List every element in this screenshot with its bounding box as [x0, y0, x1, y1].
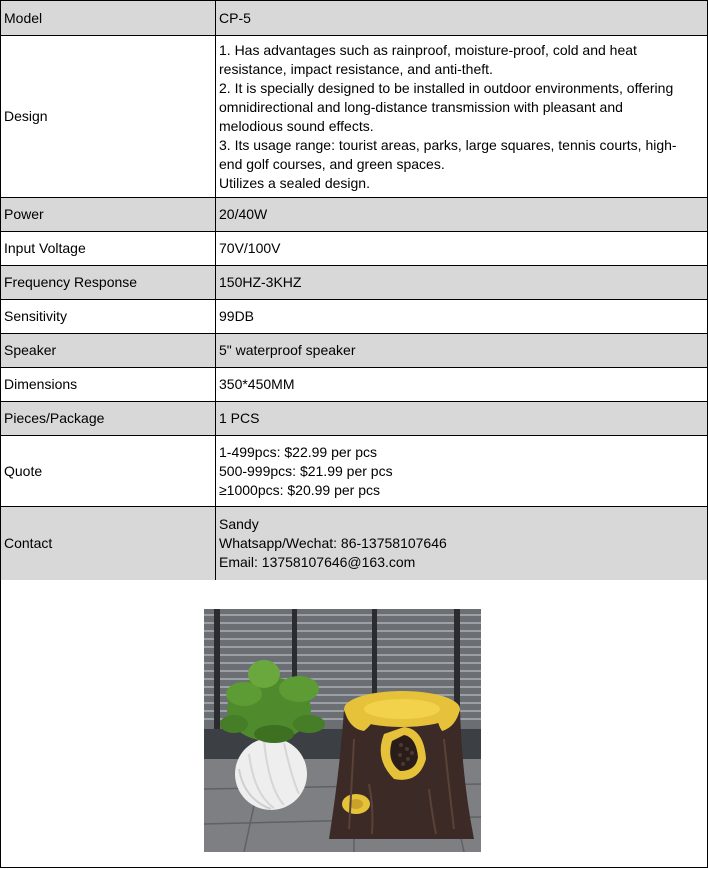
row-speaker: [1, 334, 708, 368]
pieces-package-value: 1 PCS: [216, 402, 708, 436]
model-value: CP-5: [216, 1, 708, 36]
row-power: [1, 198, 708, 232]
frequency-response-label: Frequency Response: [1, 266, 216, 300]
design-line: 1. Has advantages such as rainproof, moisture-proof, cold and heat: [219, 41, 637, 58]
contact-line: Email: 13758107646@163.com: [219, 554, 416, 570]
row-quote: [1, 436, 708, 507]
input-voltage-value: 70V/100V: [216, 232, 708, 266]
model-label: Model: [1, 1, 216, 36]
design-line: melodious sound effects.: [219, 117, 374, 134]
design-line: 2. It is specially designed to be installed in outdoor environments, offering: [219, 79, 674, 96]
product-image-row: [0, 580, 708, 868]
speaker-label: Speaker: [1, 334, 216, 368]
white-planter: [235, 738, 307, 810]
row-frequency-response: [1, 266, 708, 300]
speaker-value: 5" waterproof speaker: [216, 334, 708, 368]
design-line: 3. Its usage range: tourist areas, parks, large squares, tennis courts, high-: [219, 136, 677, 153]
dimensions-value: 350*450MM: [216, 368, 708, 402]
row-dimensions: [1, 368, 708, 402]
input-voltage-label: Input Voltage: [1, 232, 216, 266]
contact-label: Contact: [1, 507, 216, 581]
row-sensitivity: [1, 300, 708, 334]
power-label: Power: [1, 198, 216, 232]
row-contact: [1, 507, 708, 581]
row-design: [1, 36, 708, 198]
contact-line: Whatsapp/Wechat: 86-13758107646: [219, 535, 447, 551]
row-model: [1, 1, 708, 36]
design-line: Utilizes a sealed design.: [219, 174, 370, 191]
quote-line: 500-999pcs: $21.99 per pcs: [219, 462, 393, 479]
design-label: Design: [1, 36, 216, 198]
stump-speaker: [329, 691, 474, 839]
quote-value: [216, 436, 708, 507]
design-line: end golf courses, and green spaces.: [219, 155, 445, 172]
quote-line: ≥1000pcs: $20.99 per pcs: [219, 481, 381, 498]
contact-value: [216, 507, 708, 581]
quote-label: Quote: [1, 436, 216, 507]
quote-line: 1-499pcs: $22.99 per pcs: [219, 443, 377, 460]
design-line: resistance, impact resistance, and anti-theft.: [219, 60, 493, 77]
product-photo: [204, 609, 481, 852]
power-value: 20/40W: [216, 198, 708, 232]
frequency-response-value: 150HZ-3KHZ: [216, 266, 708, 300]
sensitivity-label: Sensitivity: [1, 300, 216, 334]
sensitivity-value: 99DB: [216, 300, 708, 334]
design-line: omnidirectional and long-distance transmission with pleasant and: [219, 98, 623, 115]
row-input-voltage: [1, 232, 708, 266]
pieces-package-label: Pieces/Package: [1, 402, 216, 436]
dimensions-label: Dimensions: [1, 368, 216, 402]
contact-line: Sandy: [219, 516, 259, 532]
design-value: [216, 36, 708, 198]
row-pieces-package: [1, 402, 708, 436]
